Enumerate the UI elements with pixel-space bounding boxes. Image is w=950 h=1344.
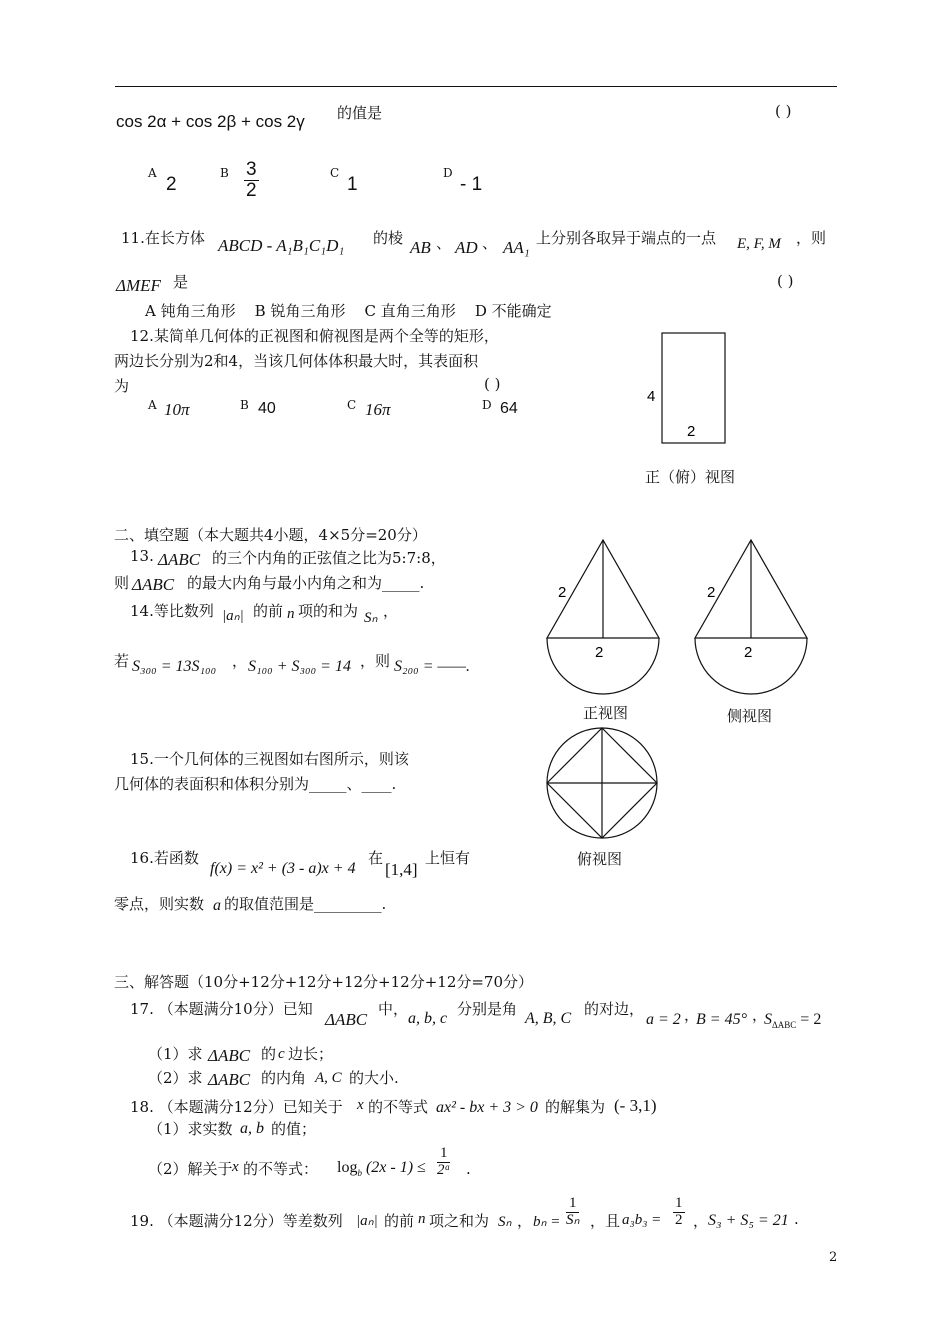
q18-log: log: [337, 1159, 358, 1176]
front-view-base-label: 2: [595, 644, 604, 661]
q10-option-b-numerator: 3: [246, 159, 257, 180]
front-view: [547, 540, 659, 694]
q12-option-a-value: 10π: [164, 400, 190, 419]
q17-stem-2: 中，: [378, 1000, 409, 1018]
q17-angles: A, B, C: [525, 1010, 572, 1027]
q17-part-2-triangle: ΔABC: [208, 1070, 251, 1089]
q19-half-numerator: 1: [675, 1195, 683, 1211]
q10-option-c-value: 1: [347, 174, 358, 195]
q16-stem-4: 零点，则实数: [114, 895, 205, 913]
q18-part-1-a: （1）求实数: [148, 1120, 233, 1138]
q17-part-2-a: （2）求: [148, 1069, 203, 1087]
q14-stem-1: 14.等比数列: [130, 602, 214, 620]
q17-part-1-c: 的: [261, 1045, 277, 1063]
q18-log-base: b: [357, 1168, 362, 1179]
q18-solution-set: (- 3,1): [614, 1096, 657, 1115]
q10-option-b-label: B: [220, 166, 229, 180]
q14-stem-4: ，: [383, 602, 399, 620]
header-rule: [115, 86, 837, 87]
q11-stem-2: 的棱: [373, 229, 404, 247]
q11-points: E, F, M: [737, 236, 781, 252]
q14-comma: ，: [232, 652, 248, 670]
q11-answer-bracket: ( ): [777, 272, 794, 290]
q17-given-b: B = 45°: [696, 1011, 747, 1028]
q10-option-b-denominator: 2: [246, 179, 257, 201]
q19-stem-4: ，且: [590, 1212, 621, 1230]
q12-option-b-value: 40: [258, 400, 276, 417]
q11-cuboid: ABCD - A₁B₁C₁D₁: [218, 236, 345, 255]
q19-half-denominator: 2: [675, 1211, 683, 1228]
q19-stem-2: 的前: [384, 1212, 415, 1230]
q19-b-def: bₙ =: [533, 1214, 561, 1230]
top-view-caption: 俯视图: [577, 850, 623, 868]
q19-b-denominator: Sₙ: [566, 1211, 580, 1228]
q18-part-1-c: 的值；: [271, 1120, 317, 1138]
q12-option-c-value: 16π: [365, 400, 391, 419]
q17-area-sub: ΔABC: [772, 1020, 797, 1031]
q12-option-a-label: A: [148, 398, 157, 412]
q11-stem-3: 上分别各取异于端点的一点: [536, 229, 717, 247]
top-view: [547, 728, 657, 838]
q19-stem-3: 项之和为: [429, 1212, 490, 1230]
q18-stem-1: 18. （本题满分12分）已知关于: [130, 1098, 343, 1116]
q12-side-label: 4: [647, 388, 656, 405]
side-view-caption: 侧视图: [727, 707, 773, 725]
q10-tail: 的值是: [337, 104, 383, 122]
q10-option-b-fraction: [244, 160, 259, 201]
q18-period: .: [466, 1160, 471, 1178]
q18-x: x: [357, 1097, 364, 1113]
page-number: 2: [829, 1250, 838, 1265]
q17-part-2-e: 的大小.: [349, 1069, 399, 1087]
q14-sum: Sₙ: [364, 610, 378, 626]
q12-option-c-label: C: [347, 398, 357, 412]
q17-sides: a, b, c: [408, 1010, 448, 1027]
q13-triangle: ΔABC: [158, 550, 201, 569]
q17-stem-1: 17. （本题满分10分）已知: [130, 1000, 313, 1018]
q17-part-2-angles: A, C: [315, 1070, 342, 1086]
q10-expression: cos 2α + cos 2β + cos 2γ: [116, 112, 305, 131]
q16-function: f(x) = x² + (3 - a)x + 4: [210, 860, 356, 877]
q10-option-d-value: - 1: [460, 174, 483, 195]
q14-n: n: [287, 606, 295, 622]
q12-answer-bracket: ( ): [484, 375, 501, 393]
q11-options: A 钝角三角形 B 锐角三角形 C 直角三角形 D 不能确定: [145, 302, 552, 320]
q18-fraction-denominator: 2ᵃ: [437, 1161, 451, 1178]
section-2-title: 二、填空题（本大题共4小题，4×5分=20分）: [114, 526, 427, 544]
q12-line-1: 12.某简单几何体的正视图和俯视图是两个全等的矩形，: [130, 327, 499, 345]
q19-b-numerator: 1: [566, 1196, 579, 1213]
q18-part-2-c: 的不等式：: [243, 1160, 319, 1178]
q19-sum: Sₙ: [498, 1214, 512, 1230]
q12-line-3: 为: [114, 377, 130, 395]
q12-option-d-label: D: [482, 398, 492, 412]
q12-figure-caption: 正（俯）视图: [645, 468, 736, 486]
q19-comma-1: ，: [517, 1212, 533, 1230]
q13-stem-2: 则: [114, 574, 130, 592]
q19-half-fraction: [673, 1196, 685, 1229]
q18-stem-3: 的解集为: [545, 1098, 606, 1116]
q17-stem-4: 的对边，: [584, 1000, 645, 1018]
q18-fraction-numerator: 1: [437, 1146, 450, 1163]
q17-part-1-a: （1）求: [148, 1045, 203, 1063]
q11-sep-2: 、: [482, 234, 498, 252]
side-view-base-label: 2: [744, 644, 753, 661]
front-view-caption: 正视图: [583, 704, 629, 722]
q14-stem-3: 项的和为: [298, 602, 359, 620]
q17-stem-3: 分别是角: [457, 1000, 518, 1018]
q12-option-b-label: B: [240, 398, 249, 412]
q10-option-a-value: 2: [166, 174, 177, 195]
q14-target: S₂₀₀ = ——.: [394, 658, 470, 675]
q11-sep-1: 、: [436, 234, 452, 252]
q14-condition-2: S₁₀₀ + S₃₀₀ = 14: [248, 658, 351, 675]
q12-bottom-label: 2: [687, 423, 696, 440]
q17-part-1-e: 边长；: [288, 1045, 334, 1063]
q15-line-1: 15.一个几何体的三视图如右图所示，则该: [130, 750, 409, 768]
q18-log-inequality: [337, 1159, 426, 1178]
q10-answer-bracket: ( ): [775, 102, 792, 120]
q16-a: a: [213, 897, 221, 914]
q18-part-2-x: x: [232, 1159, 239, 1175]
q18-fraction: [437, 1146, 450, 1179]
q16-stem-3: 上恒有: [425, 849, 471, 867]
q19-period: .: [794, 1210, 799, 1228]
q14-condition-1: S₃₀₀ = 13S₁₀₀: [132, 658, 217, 675]
front-view-slant-label: 2: [558, 584, 567, 601]
q13-stem-3: 的最大内角与最小内角之和为_____.: [187, 574, 425, 592]
q19-ab: a₃b₃ =: [622, 1212, 662, 1228]
q16-stem-2: 在: [368, 849, 384, 867]
q14-sequence: |aₙ|: [222, 608, 244, 624]
q18-stem-2: 的不等式: [368, 1098, 429, 1116]
q11-stem-4: ，则: [796, 229, 827, 247]
q19-b-fraction: [566, 1196, 579, 1229]
q14-then: ，则: [360, 652, 391, 670]
q10-option-d-label: D: [443, 166, 453, 180]
q10-option-a-label: A: [148, 166, 157, 180]
q16-stem-5: 的取值范围是_________.: [224, 895, 387, 913]
q13-stem-1: 的三个内角的正弦值之比为5:7:8，: [212, 549, 446, 567]
q12-option-d-value: 64: [500, 400, 518, 417]
three-views-figure: [535, 530, 825, 870]
q19-sequence: |aₙ|: [356, 1213, 378, 1229]
q11-triangle: ΔMEF: [116, 276, 161, 295]
q18-part-1-ab: a, b: [240, 1120, 264, 1137]
q17-area-s: S: [764, 1011, 772, 1028]
section-3-title: 三、解答题（10分+12分+12分+12分+12分+12分=70分）: [114, 973, 534, 991]
q15-line-2: 几何体的表面积和体积分别为_____、____.: [114, 775, 397, 793]
q11-stem-5: 是: [173, 273, 189, 291]
q19-stem-1: 19. （本题满分12分）等差数列: [130, 1212, 343, 1230]
q11-stem-1: 11.在长方体: [121, 229, 205, 247]
q10-option-c-label: C: [330, 166, 340, 180]
q12-line-2: 两边长分别为2和4，当该几何体体积最大时，其表面积: [114, 352, 479, 370]
q14-stem-5: 若: [114, 652, 130, 670]
q16-interval: [1,4]: [385, 860, 418, 879]
q19-comma-2: ，: [693, 1212, 709, 1230]
q17-triangle: ΔABC: [325, 1010, 368, 1029]
q17-given-area: [764, 1011, 821, 1030]
q18-inequality: ax² - bx + 3 > 0: [436, 1099, 538, 1116]
q17-given-a: a = 2: [646, 1011, 681, 1028]
side-view: [695, 540, 807, 694]
q19-sum-condition: S₃ + S₅ = 21: [708, 1212, 789, 1229]
q17-comma-1: ，: [684, 1006, 700, 1024]
q17-part-1-triangle: ΔABC: [208, 1046, 251, 1065]
q11-edge-aa1: AA₁: [503, 238, 530, 257]
q19-n: n: [418, 1211, 426, 1227]
q18-part-2-a: （2）解关于: [148, 1160, 233, 1178]
q14-stem-2: 的前: [253, 602, 284, 620]
q11-edge-ab: AB: [410, 238, 431, 257]
q13-triangle-2: ΔABC: [132, 575, 175, 594]
q17-part-2-c: 的内角: [261, 1069, 307, 1087]
q17-comma-2: ，: [752, 1006, 768, 1024]
q17-area-value: = 2: [796, 1011, 822, 1028]
q17-part-1-side: c: [278, 1046, 285, 1062]
q11-edge-ad: AD: [455, 238, 478, 257]
q16-stem-1: 16.若函数: [130, 849, 199, 867]
side-view-slant-label: 2: [707, 584, 716, 601]
q18-log-argument: (2x - 1) ≤: [365, 1159, 426, 1176]
q13-number: 13.: [130, 547, 154, 565]
